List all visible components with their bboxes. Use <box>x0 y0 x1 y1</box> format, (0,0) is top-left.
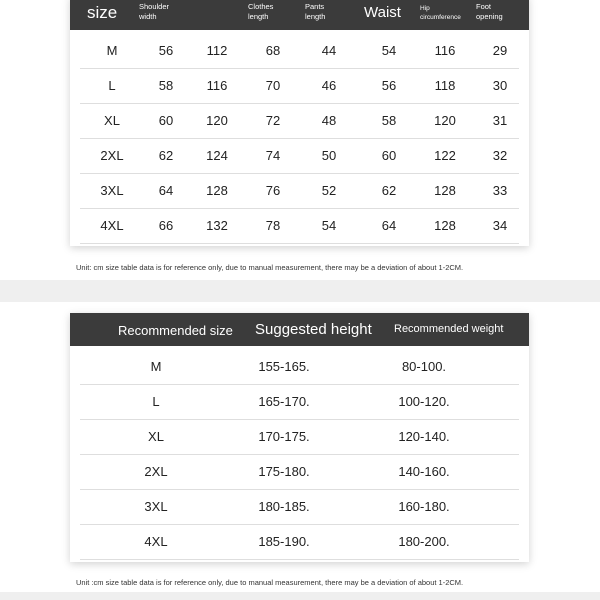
height-cell: 170-175. <box>258 429 310 444</box>
header-clothes-length: Clothes length <box>248 2 274 21</box>
weight-cell: 140-160. <box>398 464 450 479</box>
measurement-cell: 72 <box>265 113 281 128</box>
measurement-cell: 33 <box>492 183 508 198</box>
size-label-cell: XL <box>148 429 164 444</box>
measurement-cell: 116 <box>434 43 456 58</box>
size-table-header <box>70 0 529 30</box>
height-cell: 180-185. <box>258 499 310 514</box>
header-suggested-height: Suggested height <box>255 321 372 338</box>
measurement-cell: 132 <box>206 218 228 233</box>
height-cell: 165-170. <box>258 394 310 409</box>
measurement-cell: 70 <box>265 78 281 93</box>
weight-cell: 100-120. <box>398 394 450 409</box>
measurement-cell: 34 <box>492 218 508 233</box>
table-row <box>80 208 519 244</box>
table-row <box>80 384 519 420</box>
weight-cell: 80-100. <box>401 359 447 374</box>
size-label-cell: 2XL <box>144 464 168 479</box>
recommend-table-header <box>70 313 529 346</box>
measurement-cell: 54 <box>321 218 337 233</box>
measurement-cell: 112 <box>206 43 228 58</box>
header-foot-opening: Foot opening <box>476 2 503 21</box>
table-row <box>80 489 519 525</box>
size-label-cell: L <box>152 394 160 409</box>
measurement-cell: 68 <box>265 43 281 58</box>
measurement-cell: 58 <box>158 78 174 93</box>
weight-cell: 120-140. <box>398 429 450 444</box>
header-pants-length: Pants length <box>305 2 326 21</box>
size-label-cell: XL <box>104 113 120 128</box>
measurement-cell: 32 <box>492 148 508 163</box>
height-cell: 185-190. <box>258 534 310 549</box>
measurement-cell: 118 <box>434 78 456 93</box>
size-label-cell: 3XL <box>144 499 168 514</box>
measurement-cell: 120 <box>206 113 228 128</box>
measurement-cell: 31 <box>492 113 508 128</box>
size-table <box>70 0 529 246</box>
size-label-cell: 2XL <box>100 148 124 163</box>
table-row <box>80 524 519 560</box>
measurement-cell: 76 <box>265 183 281 198</box>
table-row <box>80 454 519 490</box>
size-table-note: Unit: cm size table data is for reference only, due to manual measurement, there may be a deviation of about 1-2CM. <box>76 263 464 272</box>
background-band-middle <box>0 280 600 302</box>
size-label-cell: 4XL <box>144 534 168 549</box>
measurement-cell: 62 <box>381 183 397 198</box>
measurement-cell: 46 <box>321 78 337 93</box>
size-label-cell: 4XL <box>100 218 124 233</box>
size-label-cell: L <box>108 78 116 93</box>
measurement-cell: 30 <box>492 78 508 93</box>
header-shoulder-width: Shoulder width <box>139 2 170 21</box>
measurement-cell: 62 <box>158 148 174 163</box>
size-label-cell: 3XL <box>100 183 124 198</box>
header-recommended-weight: Recommended weight <box>394 323 504 335</box>
height-cell: 175-180. <box>258 464 310 479</box>
table-row <box>80 103 519 139</box>
weight-cell: 160-180. <box>398 499 450 514</box>
measurement-cell: 74 <box>265 148 281 163</box>
measurement-cell: 60 <box>381 148 397 163</box>
table-row <box>80 33 519 69</box>
measurement-cell: 29 <box>492 43 508 58</box>
measurement-cell: 60 <box>158 113 174 128</box>
header-hip-circumference: Hip circumference <box>420 5 461 21</box>
measurement-cell: 56 <box>158 43 174 58</box>
measurement-cell: 56 <box>381 78 397 93</box>
measurement-cell: 64 <box>158 183 174 198</box>
measurement-cell: 44 <box>321 43 337 58</box>
table-row <box>80 419 519 455</box>
background-band-bottom <box>0 592 600 600</box>
measurement-cell: 48 <box>321 113 337 128</box>
table-row <box>80 173 519 209</box>
measurement-cell: 116 <box>206 78 228 93</box>
measurement-cell: 58 <box>381 113 397 128</box>
size-label-cell: M <box>106 43 118 58</box>
measurement-cell: 64 <box>381 218 397 233</box>
measurement-cell: 128 <box>434 218 456 233</box>
measurement-cell: 122 <box>434 148 456 163</box>
measurement-cell: 124 <box>206 148 228 163</box>
measurement-cell: 120 <box>434 113 456 128</box>
table-row <box>80 138 519 174</box>
measurement-cell: 78 <box>265 218 281 233</box>
header-size: size <box>87 3 118 22</box>
measurement-cell: 50 <box>321 148 337 163</box>
recommend-table-note: Unit :cm size table data is for reference only, due to manual measurement, there may be a deviation of about 1-2CM. <box>76 578 464 587</box>
measurement-cell: 54 <box>381 43 397 58</box>
size-label-cell: M <box>150 359 162 374</box>
table-row <box>80 349 519 385</box>
measurement-cell: 52 <box>321 183 337 198</box>
measurement-cell: 66 <box>158 218 174 233</box>
measurement-cell: 128 <box>206 183 228 198</box>
measurement-cell: 128 <box>434 183 456 198</box>
table-row <box>80 68 519 104</box>
height-cell: 155-165. <box>258 359 310 374</box>
header-waist: Waist <box>364 4 401 21</box>
weight-cell: 180-200. <box>398 534 450 549</box>
header-recommended-size: Recommended size <box>118 323 233 338</box>
recommend-table <box>70 313 529 562</box>
